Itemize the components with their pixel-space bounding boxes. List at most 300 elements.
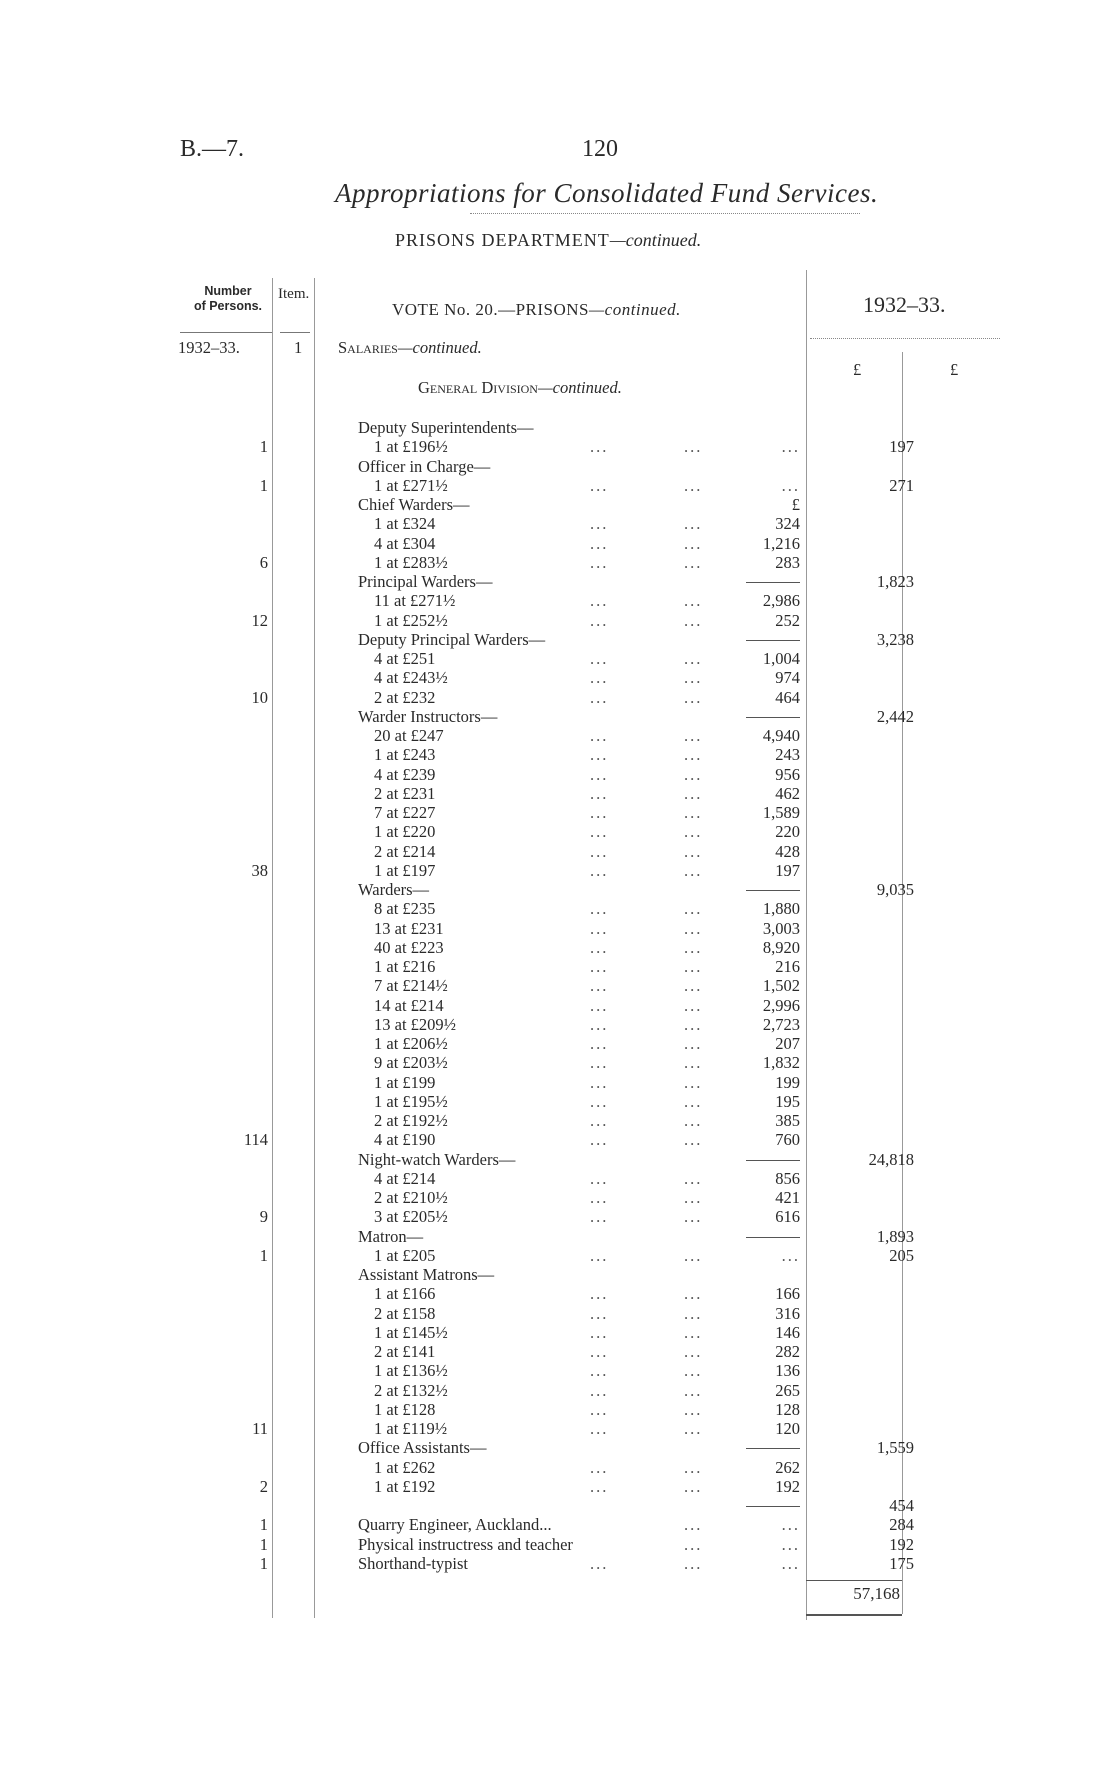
row-label: 3 at £205½	[374, 1207, 448, 1227]
amount-detail: 856	[775, 1168, 800, 1188]
table-row	[0, 437, 1114, 456]
leader-dots: ...	[684, 475, 703, 495]
header-rule-persons	[180, 332, 272, 333]
amount-detail: 220	[775, 822, 800, 842]
row-label: 7 at £227	[374, 803, 436, 822]
amount-detail: 192	[775, 1476, 800, 1496]
header-rule-year	[810, 338, 1000, 339]
amount-detail: 462	[775, 783, 800, 803]
row-label: 1 at £220	[374, 822, 436, 842]
row-label: 8 at £235	[374, 899, 436, 919]
leader-dots: ...	[590, 899, 609, 919]
number-of-persons-header	[188, 284, 268, 314]
leader-dots: ...	[590, 1457, 609, 1477]
leader-dots: ...	[590, 1168, 609, 1188]
table-row	[0, 861, 1114, 880]
amount-detail: 283	[775, 552, 800, 572]
leader-dots: ...	[684, 937, 703, 957]
leader-dots: ...	[590, 1130, 609, 1150]
leader-dots: ...	[684, 822, 703, 842]
leader-dots: ...	[684, 1419, 703, 1438]
subtotal-rule	[746, 1160, 800, 1161]
subtotal-rule	[746, 1448, 800, 1449]
leader-dots: ...	[684, 610, 703, 630]
row-label: 1 at £216	[374, 957, 436, 976]
total-rule-bottom	[806, 1614, 902, 1616]
leader-dots: ...	[590, 1111, 609, 1130]
amount-detail: 3,003	[762, 918, 800, 938]
amount-total: 2,442	[876, 706, 914, 726]
row-label: 2 at £132½	[374, 1380, 448, 1400]
header-line-1: Number	[204, 284, 252, 298]
table-row	[0, 996, 1114, 1015]
leader-dots: ...	[590, 552, 609, 572]
row-label: 1 at £324	[374, 514, 436, 534]
row-label: Officer in Charge—	[358, 456, 491, 476]
leader-dots: ...	[590, 937, 609, 957]
leader-dots: ...	[590, 1053, 609, 1073]
leader-dots: ...	[684, 514, 703, 534]
row-label: 2 at £231	[374, 783, 436, 803]
row-label: 1 at £196½	[374, 437, 448, 457]
amount-detail: 2,996	[762, 995, 800, 1015]
table-row	[0, 1150, 1114, 1169]
title-rule	[470, 213, 860, 214]
amount-total: 284	[889, 1515, 914, 1535]
leader-dots: ...	[590, 514, 609, 534]
row-label: 4 at £304	[374, 533, 436, 553]
table-row	[0, 514, 1114, 533]
year-header: 1932–33.	[863, 292, 946, 317]
subtotal-rule	[746, 582, 800, 583]
persons-count: 1	[259, 1534, 268, 1554]
table-row	[0, 1130, 1114, 1149]
leader-dots: ...	[590, 1380, 609, 1400]
table-row	[0, 1265, 1114, 1284]
table-row	[0, 534, 1114, 553]
leader-dots: ...	[684, 918, 703, 938]
amount-total: 271	[889, 475, 914, 495]
row-label: 2 at £192½	[374, 1111, 448, 1130]
leader-dots: ...	[590, 533, 609, 553]
row-label: Physical instructress and teacher	[358, 1534, 573, 1554]
amount-detail: 1,502	[762, 976, 800, 996]
leader-dots: ...	[590, 1361, 609, 1381]
leader-dots: ...	[684, 1111, 703, 1130]
row-label: 2 at £214	[374, 841, 436, 861]
row-label: Quarry Engineer, Auckland...	[358, 1515, 552, 1535]
leader-dots: ...	[590, 1399, 609, 1419]
leader-dots: ...	[590, 1303, 609, 1323]
amount-detail: 1,216	[762, 533, 800, 553]
table-row	[0, 1535, 1114, 1554]
table-row	[0, 1053, 1114, 1072]
document-code: B.—7.	[180, 136, 245, 162]
salaries-heading	[338, 338, 482, 358]
amount-detail: 324	[775, 514, 800, 534]
leader-dots: ...	[781, 1534, 800, 1554]
department-heading	[395, 230, 701, 251]
table-row	[0, 1438, 1114, 1457]
row-label: 1 at £252½	[374, 610, 448, 630]
table-row	[0, 1207, 1114, 1226]
table-row	[0, 1496, 1114, 1515]
department-continued: —continued.	[609, 230, 702, 250]
table-row	[0, 1554, 1114, 1573]
amount-detail: 262	[775, 1457, 800, 1477]
salaries-label: Salaries	[338, 338, 398, 357]
row-label: 7 at £214½	[374, 976, 448, 996]
vote-header	[392, 300, 681, 320]
table-row	[0, 611, 1114, 630]
leader-dots: ...	[684, 1072, 703, 1092]
pound-sign-col1: £	[853, 360, 862, 379]
row-label: Matron—	[358, 1226, 424, 1246]
persons-count: 1	[259, 1245, 268, 1265]
leader-dots: ...	[590, 957, 609, 976]
row-label: 2 at £158	[374, 1303, 436, 1323]
leader-dots: ...	[590, 803, 609, 822]
salaries-continued: —continued.	[397, 338, 482, 357]
leader-dots: ...	[684, 1245, 703, 1265]
division-label: General Division	[418, 378, 538, 397]
amount-total: 1,823	[876, 572, 914, 591]
total-rule-top	[806, 1580, 902, 1581]
table-row	[0, 803, 1114, 822]
table-row	[0, 880, 1114, 899]
row-label: 14 at £214	[374, 995, 444, 1015]
subtotal-rule	[746, 717, 800, 718]
table-row	[0, 707, 1114, 726]
leader-dots: ...	[590, 726, 609, 745]
row-label: 1 at £283½	[374, 552, 448, 572]
persons-count: 1	[259, 1553, 268, 1573]
leader-dots: ...	[781, 475, 800, 495]
persons-count: 6	[259, 552, 268, 572]
table-row	[0, 1169, 1114, 1188]
leader-dots: ...	[684, 533, 703, 553]
division-heading	[418, 378, 622, 398]
leader-dots: ...	[684, 957, 703, 976]
row-label: 4 at £239	[374, 764, 436, 784]
table-row	[0, 1515, 1114, 1534]
row-label: Assistant Matrons—	[358, 1265, 495, 1284]
amount-detail: 8,920	[762, 937, 800, 957]
leader-dots: ...	[590, 1284, 609, 1304]
leader-dots: ...	[590, 1342, 609, 1361]
amount-total: 197	[889, 437, 914, 457]
leader-dots: ...	[684, 1168, 703, 1188]
leader-dots: ...	[590, 918, 609, 938]
amount-total: 24,818	[868, 1149, 914, 1169]
leader-dots: ...	[684, 1399, 703, 1419]
subtotal-rule	[746, 890, 800, 891]
leader-dots: ...	[684, 1342, 703, 1361]
row-label: 1 at £195½	[374, 1091, 448, 1111]
item-header: Item.	[278, 286, 310, 302]
year-subheader: 1932–33.	[178, 338, 240, 357]
amount-detail: 199	[775, 1072, 800, 1092]
row-label: Deputy Principal Warders—	[358, 629, 546, 649]
persons-count: 12	[251, 610, 268, 630]
leader-dots: ...	[684, 995, 703, 1015]
amount-detail: 1,832	[762, 1053, 800, 1073]
table-row	[0, 1034, 1114, 1053]
row-label: 13 at £231	[374, 918, 444, 938]
amount-detail: 265	[775, 1380, 800, 1400]
amount-total: 1,559	[876, 1438, 914, 1458]
leader-dots: ...	[590, 783, 609, 803]
leader-dots: ...	[590, 745, 609, 765]
amount-detail: 1,589	[762, 803, 800, 822]
row-label: 11 at £271½	[374, 591, 456, 611]
leader-dots: ...	[590, 668, 609, 688]
amount-detail: 974	[775, 668, 800, 688]
leader-dots: ...	[590, 591, 609, 611]
row-label: 1 at £206½	[374, 1034, 448, 1053]
row-label: 1 at £119½	[374, 1419, 448, 1438]
leader-dots: ...	[590, 764, 609, 784]
table-row	[0, 938, 1114, 957]
row-label: Chief Warders—	[358, 495, 470, 514]
department-name: PRISONS DEPARTMENT	[395, 230, 610, 250]
leader-dots: ...	[684, 552, 703, 572]
table-row	[0, 1227, 1114, 1246]
leader-dots: ...	[684, 1380, 703, 1400]
leader-dots: ...	[684, 803, 703, 822]
table-row	[0, 1073, 1114, 1092]
leader-dots: ...	[781, 1553, 800, 1573]
leader-dots: ...	[684, 1515, 703, 1535]
leader-dots: ...	[684, 687, 703, 707]
leader-dots: ...	[684, 899, 703, 919]
leader-dots: ...	[590, 822, 609, 842]
table-row	[0, 1381, 1114, 1400]
table-row	[0, 1323, 1114, 1342]
table-row	[0, 822, 1114, 841]
amount-detail: 760	[775, 1130, 800, 1150]
leader-dots: ...	[684, 591, 703, 611]
amount-detail: 195	[775, 1091, 800, 1111]
leader-dots: ...	[781, 437, 800, 457]
leader-dots: ...	[684, 649, 703, 668]
amount-total: 192	[889, 1534, 914, 1554]
leader-dots: ...	[590, 1553, 609, 1573]
amount-detail: 128	[775, 1399, 800, 1419]
persons-count: 1	[259, 475, 268, 495]
header-line-2: of Persons.	[193, 299, 263, 313]
persons-count: 9	[259, 1207, 268, 1227]
row-label: 4 at £251	[374, 649, 436, 668]
amount-total: 454	[889, 1496, 914, 1515]
table-row	[0, 784, 1114, 803]
row-label: 1 at £192	[374, 1476, 436, 1496]
table-row	[0, 745, 1114, 764]
leader-dots: ...	[684, 437, 703, 457]
table-row	[0, 765, 1114, 784]
table-row	[0, 726, 1114, 745]
leader-dots: ...	[590, 610, 609, 630]
leader-dots: ...	[590, 1322, 609, 1342]
amount-total: 1,893	[876, 1226, 914, 1246]
table-row	[0, 1361, 1114, 1380]
leader-dots: ...	[684, 1188, 703, 1207]
table-row	[0, 649, 1114, 668]
leader-dots: ...	[684, 1207, 703, 1227]
table-row	[0, 976, 1114, 995]
amount-detail: 2,723	[762, 1014, 800, 1034]
amount-detail: 216	[775, 957, 800, 976]
table-row	[0, 572, 1114, 591]
table-row	[0, 1477, 1114, 1496]
amount-total: 9,035	[876, 880, 914, 899]
table-row	[0, 842, 1114, 861]
amount-detail: 120	[775, 1419, 800, 1438]
table-row	[0, 495, 1114, 514]
table-row	[0, 1304, 1114, 1323]
leader-dots: ...	[684, 860, 703, 880]
persons-count: 2	[259, 1476, 268, 1496]
persons-count: 10	[251, 687, 268, 707]
subtotal-rule	[746, 1506, 800, 1507]
row-label: 2 at £210½	[374, 1188, 448, 1207]
table-row	[0, 591, 1114, 610]
subtotal-rule	[746, 1237, 800, 1238]
leader-dots: ...	[590, 1014, 609, 1034]
row-label: 40 at £223	[374, 937, 444, 957]
leader-dots: ...	[684, 1034, 703, 1053]
amount-detail: 136	[775, 1361, 800, 1381]
vote-continued: —continued.	[589, 300, 681, 319]
leader-dots: ...	[684, 1130, 703, 1150]
amount-detail: 1,004	[762, 649, 800, 668]
amount-detail: 4,940	[762, 726, 800, 745]
amount-detail: 316	[775, 1303, 800, 1323]
page-number: 120	[582, 136, 618, 162]
row-label: Deputy Superintendents—	[358, 418, 534, 437]
leader-dots: ...	[684, 745, 703, 765]
row-label: 1 at £145½	[374, 1322, 448, 1342]
row-label: Warders—	[358, 880, 430, 899]
amount-detail: 616	[775, 1207, 800, 1227]
table-row	[0, 1419, 1114, 1438]
leader-dots: ...	[684, 1014, 703, 1034]
table-row	[0, 668, 1114, 687]
row-label: 1 at £136½	[374, 1361, 448, 1381]
table-row	[0, 1092, 1114, 1111]
leader-dots: ...	[590, 1245, 609, 1265]
page-title: Appropriations for Consolidated Fund Services.	[335, 178, 879, 208]
row-label: 1 at £199	[374, 1072, 436, 1092]
amount-detail: 421	[775, 1188, 800, 1207]
subtotal-rule	[746, 640, 800, 641]
leader-dots: ...	[684, 1553, 703, 1573]
row-label: Night-watch Warders—	[358, 1149, 516, 1169]
leader-dots: ...	[684, 764, 703, 784]
row-label: 9 at £203½	[374, 1053, 448, 1073]
table-row	[0, 1284, 1114, 1303]
persons-count: 114	[243, 1130, 268, 1150]
item-number: 1	[294, 338, 303, 357]
table-row	[0, 1400, 1114, 1419]
leader-dots: ...	[684, 726, 703, 745]
amount-detail: 282	[775, 1342, 800, 1361]
table-row	[0, 1111, 1114, 1130]
amount-detail: 252	[775, 610, 800, 630]
amount-detail: 2,986	[762, 591, 800, 611]
amount-detail: 146	[775, 1322, 800, 1342]
leader-dots: ...	[781, 1245, 800, 1265]
table-row	[0, 919, 1114, 938]
row-label: 4 at £214	[374, 1168, 436, 1188]
amount-detail: 1,880	[762, 899, 800, 919]
persons-count: 1	[259, 437, 268, 457]
amount-total: 175	[889, 1553, 914, 1573]
amount-detail: 243	[775, 745, 800, 765]
leader-dots: ...	[590, 860, 609, 880]
leader-dots: ...	[590, 976, 609, 996]
amount-detail: 207	[775, 1034, 800, 1053]
row-label: 1 at £205	[374, 1245, 436, 1265]
amount-detail: 197	[775, 860, 800, 880]
leader-dots: ...	[684, 976, 703, 996]
amount-detail: 166	[775, 1284, 800, 1304]
leader-dots: ...	[684, 841, 703, 861]
amount-total: 3,238	[876, 629, 914, 649]
leader-dots: ...	[590, 1207, 609, 1227]
table-row	[0, 1246, 1114, 1265]
row-label: 4 at £243½	[374, 668, 448, 688]
table-row	[0, 457, 1114, 476]
header-rule-item	[280, 332, 310, 333]
leader-dots: ...	[590, 687, 609, 707]
amount-detail: 385	[775, 1111, 800, 1130]
row-label: Office Assistants—	[358, 1438, 487, 1458]
amount-detail: £	[791, 495, 800, 514]
row-label: 1 at £197	[374, 860, 436, 880]
leader-dots: ...	[684, 1476, 703, 1496]
pound-sign-col2: £	[950, 360, 959, 379]
division-continued: —continued.	[537, 378, 622, 397]
row-label: 4 at £190	[374, 1130, 436, 1150]
table-row	[0, 418, 1114, 437]
leader-dots: ...	[590, 995, 609, 1015]
leader-dots: ...	[684, 1303, 703, 1323]
persons-count: 11	[252, 1419, 268, 1438]
leader-dots: ...	[590, 475, 609, 495]
vote-title: VOTE No. 20.—PRISONS	[392, 300, 590, 319]
amount-total: 205	[889, 1245, 914, 1265]
leader-dots: ...	[590, 841, 609, 861]
amount-detail: 956	[775, 764, 800, 784]
leader-dots: ...	[590, 1034, 609, 1053]
leader-dots: ...	[590, 1476, 609, 1496]
leader-dots: ...	[590, 649, 609, 668]
row-label: 1 at £262	[374, 1457, 436, 1477]
leader-dots: ...	[590, 1188, 609, 1207]
row-label: Principal Warders—	[358, 572, 493, 591]
table-row	[0, 899, 1114, 918]
leader-dots: ...	[684, 783, 703, 803]
row-label: 1 at £128	[374, 1399, 436, 1419]
table-row	[0, 1342, 1114, 1361]
amount-detail: 428	[775, 841, 800, 861]
row-label: 1 at £243	[374, 745, 436, 765]
grand-total: 57,168	[853, 1584, 900, 1603]
leader-dots: ...	[684, 1284, 703, 1304]
leader-dots: ...	[684, 1322, 703, 1342]
table-row	[0, 957, 1114, 976]
